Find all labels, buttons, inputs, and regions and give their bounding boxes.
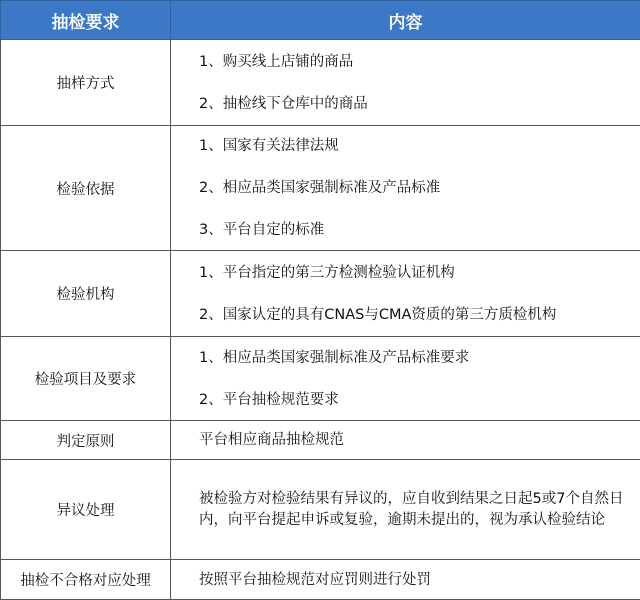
content-cell (171, 421, 640, 460)
content-cell (171, 337, 640, 421)
table-row (1, 40, 640, 126)
content-line: 2、国家认定的具有CNAS与CMA资质的第三方质检机构 (171, 305, 640, 325)
content-line: 1、购买线上店铺的商品 (171, 52, 640, 72)
table-row (1, 560, 640, 600)
content-line: 平台相应商品抽检规范 (171, 430, 640, 450)
requirement-cell: 判定原则 (1, 421, 171, 460)
requirement-cell: 检验项目及要求 (1, 337, 171, 421)
content-line: 1、国家有关法律法规 (171, 136, 640, 156)
content-line: 3、平台自定的标准 (171, 220, 640, 240)
requirement-cell: 检验机构 (1, 251, 171, 337)
requirement-cell: 异议处理 (1, 460, 171, 560)
content-line: 1、相应品类国家强制标准及产品标准要求 (171, 348, 640, 368)
content-paragraph: 被检验方对检验结果有异议的，应自收到结果之日起5或7个自然日内，向平台提起申诉或复验，逾期未提出的，视为承认检验结论 (171, 489, 640, 531)
header-content: 内容 (171, 1, 640, 40)
table-row (1, 421, 640, 460)
table-row (1, 460, 640, 560)
requirement-cell: 抽样方式 (1, 40, 171, 126)
content-cell (171, 126, 640, 251)
content-line: 1、平台指定的第三方检测检验认证机构 (171, 263, 640, 283)
table-row (1, 337, 640, 421)
content-cell (171, 40, 640, 126)
content-line: 2、平台抽检规范要求 (171, 390, 640, 410)
requirement-cell: 抽检不合格对应处理 (1, 560, 171, 600)
table-row (1, 251, 640, 337)
table-header-row (1, 1, 640, 40)
table-row (1, 126, 640, 251)
requirement-cell: 检验依据 (1, 126, 171, 251)
content-line: 2、抽检线下仓库中的商品 (171, 94, 640, 114)
header-requirement: 抽检要求 (1, 1, 171, 40)
content-cell (171, 460, 640, 560)
content-cell (171, 251, 640, 337)
content-line: 2、相应品类国家强制标准及产品标准 (171, 178, 640, 198)
content-line: 按照平台抽检规范对应罚则进行处罚 (171, 570, 640, 590)
content-cell (171, 560, 640, 600)
